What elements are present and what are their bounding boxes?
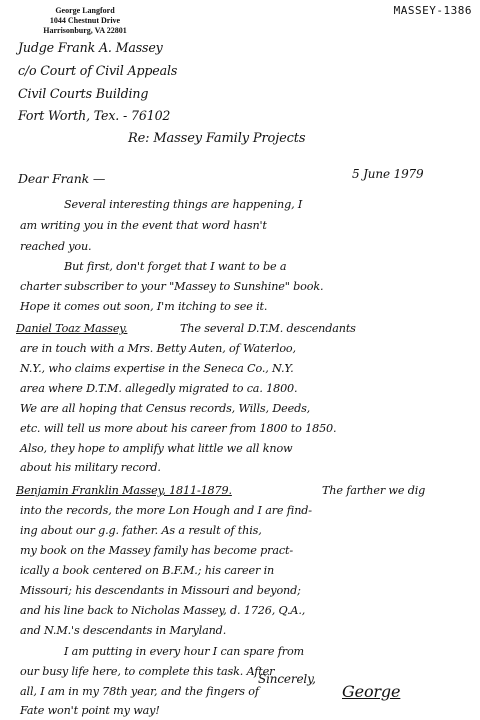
body-line: and his line back to Nicholas Massey, d. 1726, Q.A., — [20, 604, 306, 617]
body-line: am writing you in the event that word hasn't — [20, 219, 267, 232]
body-line: our busy life here, to complete this task. After — [20, 665, 275, 678]
recipient-line-2: c/o Court of Civil Appeals — [18, 63, 178, 78]
body-line: The farther we dig — [322, 484, 426, 497]
body-line: Missouri; his descendants in Missouri and beyond; — [20, 584, 301, 597]
body-line: area where D.T.M. allegedly migrated to ca. 1800. — [20, 382, 298, 395]
signature: George — [342, 682, 401, 701]
section-heading-benjamin: Benjamin Franklin Massey, 1811-1879. — [16, 484, 232, 497]
body-line: ically a book centered on B.F.M.; his career in — [20, 564, 275, 577]
body-line: Hope it comes out soon, I'm itching to see it. — [20, 300, 268, 313]
recipient-line-3: Civil Courts Building — [18, 86, 149, 101]
body-line: ing about our g.g. father. As a result of this, — [20, 524, 262, 537]
letterhead-city: Harrisonburg, VA 22801 — [43, 26, 127, 35]
letter-date: 5 June 1979 — [352, 167, 424, 181]
subject-line: Re: Massey Family Projects — [128, 131, 306, 146]
body-line: I am putting in every hour I can spare from — [64, 645, 304, 658]
closing: Sincerely, — [258, 672, 316, 686]
body-line: and N.M.'s descendants in Maryland. — [20, 624, 227, 637]
body-line: etc. will tell us more about his career from 1800 to 1850. — [20, 422, 337, 435]
recipient-line-4: Fort Worth, Tex. - 76102 — [18, 108, 171, 123]
body-line: charter subscriber to your "Massey to Sunshine" book. — [20, 280, 324, 293]
recipient-line-1: Judge Frank A. Massey — [18, 40, 163, 55]
body-line: Several interesting things are happening, I — [64, 198, 303, 211]
body-line: into the records, the more Lon Hough and I are find- — [20, 504, 312, 517]
body-line: all, I am in my 78th year, and the fingers of — [20, 685, 259, 698]
archive-tag: MASSEY-1386 — [393, 4, 472, 17]
body-line: The several D.T.M. descendants — [180, 322, 356, 335]
body-line: But first, don't forget that I want to be a — [64, 260, 287, 273]
letterhead-name: George Langford — [55, 6, 115, 15]
letterhead — [0, 6, 170, 36]
salutation: Dear Frank — — [18, 171, 106, 186]
body-line: are in touch with a Mrs. Betty Auten, of Waterloo, — [20, 342, 296, 355]
letterhead-street: 1044 Chestnut Drive — [49, 16, 121, 25]
body-line: reached you. — [20, 240, 92, 253]
body-line: We are all hoping that Census records, Wills, Deeds, — [20, 402, 311, 415]
body-line: Fate won't point my way! — [20, 704, 160, 717]
body-line: about his military record. — [20, 461, 161, 474]
body-line: my book on the Massey family has become pract- — [20, 544, 293, 557]
section-heading-daniel: Daniel Toaz Massey. — [16, 322, 128, 335]
body-line: N.Y., who claims expertise in the Seneca Co., N.Y. — [20, 362, 294, 375]
body-line: Also, they hope to amplify what little we all know — [20, 442, 293, 455]
